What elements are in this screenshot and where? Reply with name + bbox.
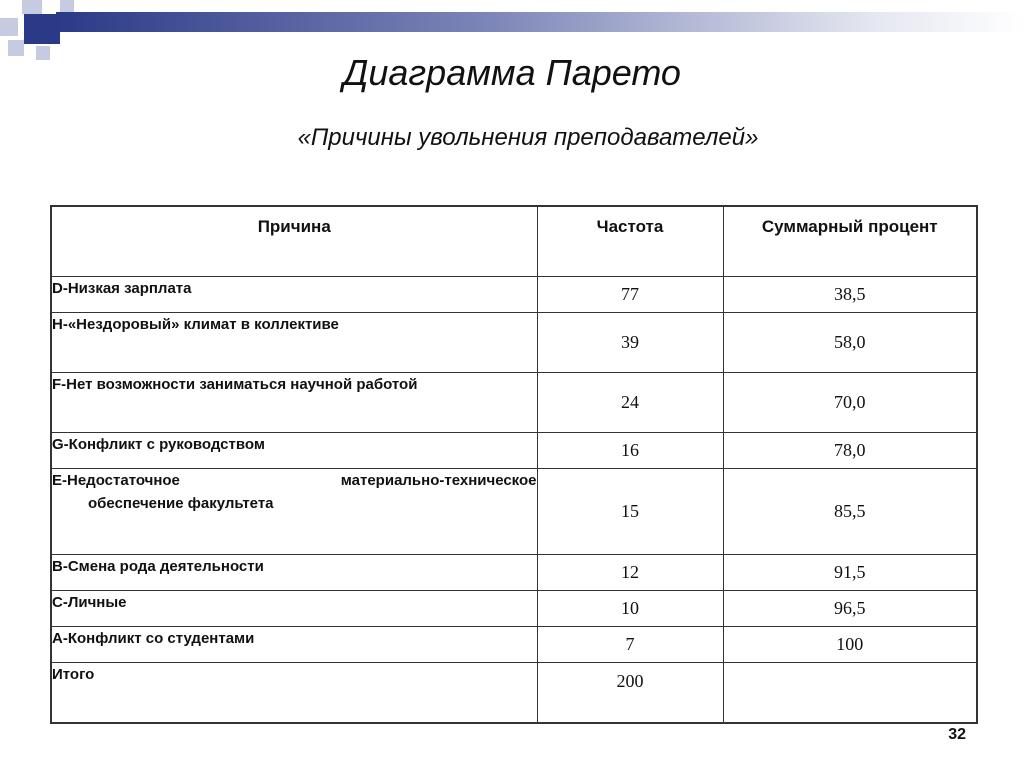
cause-text-part: E-Недостаточное: [52, 472, 180, 489]
total-frequency-cell: 200: [537, 663, 723, 723]
cumulative-cell: 78,0: [723, 433, 977, 469]
frequency-cell: 12: [537, 555, 723, 591]
frequency-cell: 15: [537, 469, 723, 555]
cause-cell: [51, 469, 537, 555]
cause-cell: B-Смена рода деятельности: [51, 555, 537, 591]
pareto-table: [50, 205, 978, 724]
decor-square: [22, 0, 42, 14]
cause-cell: H-«Нездоровый» климат в коллективе: [51, 313, 537, 373]
header-gradient-bar: [56, 12, 1024, 32]
cumulative-cell: 91,5: [723, 555, 977, 591]
frequency-cell: 10: [537, 591, 723, 627]
cumulative-cell: 100: [723, 627, 977, 663]
table-row: [51, 627, 977, 663]
table-header-row: [51, 206, 977, 277]
table-row: [51, 313, 977, 373]
frequency-cell: 24: [537, 373, 723, 433]
decor-square: [0, 18, 18, 36]
cause-cell: D-Низкая зарплата: [51, 277, 537, 313]
frequency-cell: 39: [537, 313, 723, 373]
header-frequency: Частота: [537, 206, 723, 277]
cumulative-cell: 58,0: [723, 313, 977, 373]
cause-cell: F-Нет возможности заниматься научной работой: [51, 373, 537, 433]
frequency-cell: 16: [537, 433, 723, 469]
table-row: [51, 277, 977, 313]
table-row: [51, 555, 977, 591]
cause-line: [52, 469, 537, 492]
table-row: [51, 373, 977, 433]
frequency-cell: 77: [537, 277, 723, 313]
cause-cell: C-Личные: [51, 591, 537, 627]
header-cause: Причина: [51, 206, 537, 277]
cumulative-cell: 38,5: [723, 277, 977, 313]
cumulative-cell: 70,0: [723, 373, 977, 433]
cause-text-part: материально-техническое: [340, 472, 537, 489]
total-label-cell: Итого: [51, 663, 537, 723]
decor-square: [24, 14, 60, 44]
slide-title: Диаграмма Парето: [343, 52, 681, 93]
cumulative-cell: 96,5: [723, 591, 977, 627]
table-row: [51, 469, 977, 555]
table-row: [51, 433, 977, 469]
table-row: [51, 591, 977, 627]
cause-cell: A-Конфликт со студентами: [51, 627, 537, 663]
cause-text-part: обеспечение факультета: [88, 495, 274, 513]
slide-subtitle: «Причины увольнения преподавателей»: [297, 124, 759, 151]
cumulative-cell: 85,5: [723, 469, 977, 555]
frequency-cell: 7: [537, 627, 723, 663]
total-cumulative-cell: [723, 663, 977, 723]
page-number: 32: [948, 726, 966, 743]
table-total-row: [51, 663, 977, 723]
cause-cell: G-Конфликт с руководством: [51, 433, 537, 469]
header-cumulative: Суммарный процент: [723, 206, 977, 277]
